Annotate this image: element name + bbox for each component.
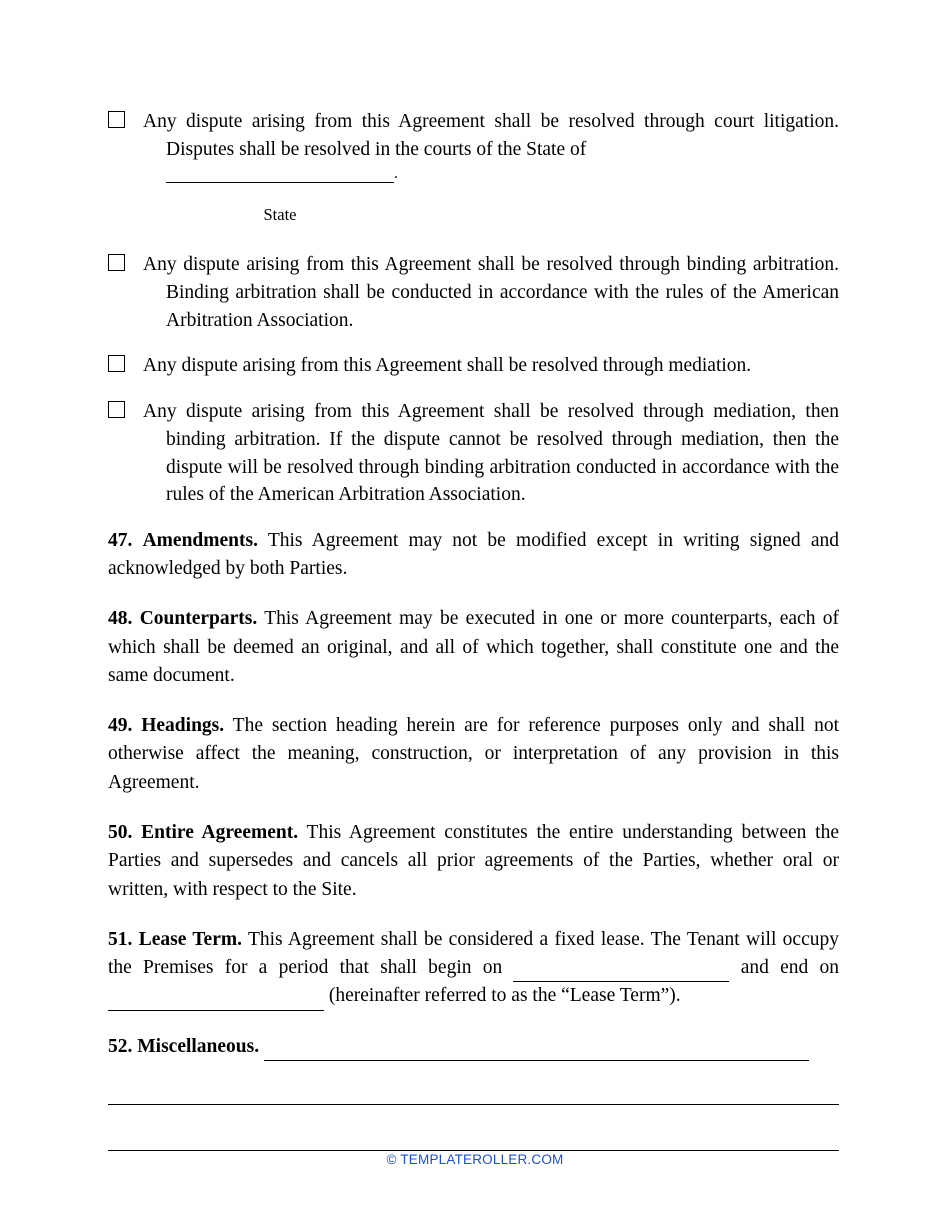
checkbox-icon[interactable] (108, 254, 125, 271)
section-heading: Counterparts. (139, 608, 258, 630)
section-heading: Headings. (141, 715, 225, 737)
section-entire-agreement (108, 819, 839, 904)
lease-term-text-part2: and end on (740, 957, 840, 979)
checkbox-option-label: Any dispute arising from this Agreement shall be resolved through binding arbitration. Binding arbitration shall be conducted in accordance with the rules of the American Arbitration Association. (143, 254, 839, 331)
section-heading: Amendments. (142, 529, 258, 551)
section-number: 47. (108, 529, 133, 551)
section-heading: Entire Agreement. (141, 822, 299, 843)
checkbox-option-label: Any dispute arising from this Agreement shall be resolved through mediation. (143, 355, 752, 377)
document-content (108, 108, 839, 1151)
section-number: 48. (108, 608, 133, 630)
footer-text: © TEMPLATEROLLER.COM (386, 1152, 564, 1167)
section-number: 51. (108, 928, 133, 950)
state-trailing-punctuation: . (394, 165, 398, 183)
checkbox-icon[interactable] (108, 355, 125, 372)
checkbox-icon[interactable] (108, 401, 125, 418)
section-number: 49. (108, 715, 133, 737)
checkbox-option-mediation[interactable] (108, 352, 839, 380)
lease-end-date-input[interactable] (108, 995, 324, 1011)
checkbox-option-label: Any dispute arising from this Agreement shall be resolved through court litigation. Disputes shall be resolved in the courts of the State of (143, 111, 839, 160)
miscellaneous-input-line-3[interactable] (108, 1149, 839, 1151)
section-lease-term (108, 926, 839, 1011)
state-field-caption: State (263, 205, 297, 225)
checkbox-option-mediation-then-arbitration[interactable] (108, 398, 839, 509)
miscellaneous-input-line-2[interactable] (108, 1103, 839, 1105)
section-heading: Miscellaneous. (137, 1035, 260, 1057)
lease-term-text-part3: (hereinafter referred to as the “Lease Term”). (328, 985, 681, 1007)
checkbox-option-court-litigation[interactable] (108, 108, 839, 163)
checkbox-icon[interactable] (108, 111, 125, 128)
checkbox-option-binding-arbitration[interactable] (108, 251, 839, 334)
state-field-caption-row (108, 205, 839, 225)
footer-watermark (0, 1152, 950, 1167)
section-amendments (108, 527, 839, 584)
section-heading: Lease Term. (138, 928, 242, 950)
section-body: This Agreement may not be modified except in writing signed and acknowledged by both Parties. (108, 529, 839, 580)
section-body: This Agreement may be executed in one or more counterparts, each of which shall be deemed an original, and all of which together, shall constitute one and the same document. (108, 608, 840, 686)
state-input-line[interactable] (166, 167, 394, 183)
section-body: This Agreement constitutes the entire understanding between the Parties and supersedes and cancels all prior agreements of the Parties, whether oral or written, with respect to the Site. (108, 822, 839, 900)
section-counterparts (108, 605, 839, 690)
lease-term-text-part1: This Agreement shall be considered a fixed lease. The Tenant will occupy the Premises for a period that shall begin on (108, 928, 839, 979)
section-headings (108, 712, 839, 797)
checkbox-option-label: Any dispute arising from this Agreement shall be resolved through mediation, then binding arbitration. If the dispute cannot be resolved through mediation, then the dispute will be resolved through binding arbitration conducted in accordance with the rules of the American Arbitration Association. (143, 401, 839, 506)
miscellaneous-input-line-1[interactable] (264, 1045, 809, 1061)
section-number: 52. (108, 1035, 133, 1057)
section-number: 50. (108, 822, 133, 843)
section-miscellaneous (108, 1033, 839, 1061)
lease-begin-date-input[interactable] (513, 966, 729, 982)
state-field-row (108, 165, 839, 183)
section-body: The section heading herein are for reference purposes only and shall not otherwise affect the meaning, construction, or interpretation of any provision in this Agreement. (108, 715, 839, 793)
